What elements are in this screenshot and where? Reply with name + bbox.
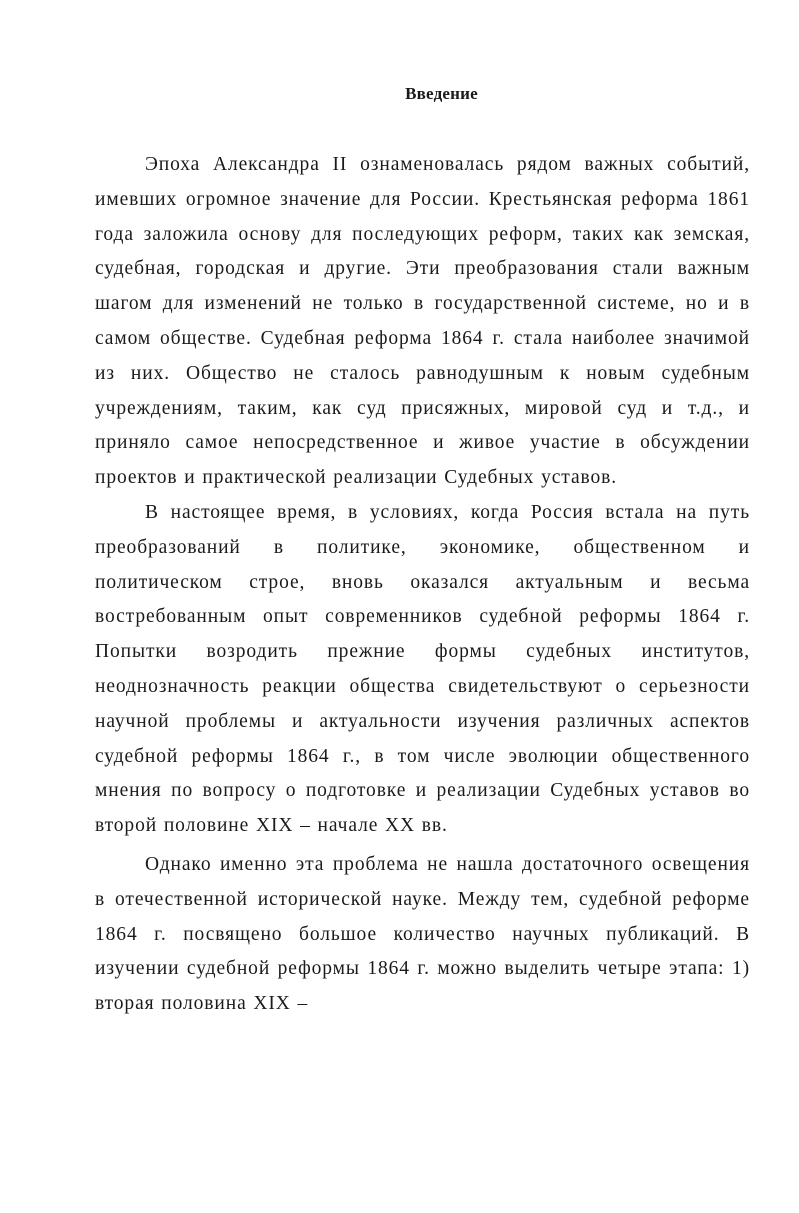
page-title: Введение	[405, 84, 478, 103]
document-page	[95, 84, 750, 1022]
paragraph-relevance: В настоящее время, в условиях, когда Россия встала на путь преобразований в политике, экономике, общественном и политическом строе, вновь оказался актуальным и весьма востребованным опыт современников судебной реформы 1864 г. Попытки возродить прежние формы судебных институтов, неоднозначность реакции общества свидетельствуют о серьезности научной проблемы и актуальности изучения различных аспектов судебной реформы 1864 г., в том числе эволюции общественного мнения по вопросу о подготовке и реализации Судебных уставов во второй половине XIX – начале XX вв.	[95, 501, 750, 837]
paragraph-historiography: Однако именно эта проблема не нашла достаточного освещения в отечественной исторической науке. Между тем, судебной реформе 1864 г. посвящено большое количество научных публикаций. В изучении судебной реформы 1864 г. можно выделить четыре этапа: 1) вторая половина XIX –	[95, 853, 750, 1015]
paragraph-intro: Эпоха Александра II ознаменовалась рядом важных событий, имевших огромное значение для России. Крестьянская реформа 1861 года заложила основу для последующих реформ, таких как земская, судебная, городская и другие. Эти преобразования стали важным шагом для изменений не только в государственной системе, но и в самом обществе. Судебная реформа 1864 г. стала наиболее значимой из них. Общество не сталось равнодушным к новым судебным учреждениям, таким, как суд присяжных, мировой суд и т.д., и приняло самое непосредственное и живое участие в обсуждении проектов и практической реализации Судебных уставов.	[95, 154, 750, 489]
